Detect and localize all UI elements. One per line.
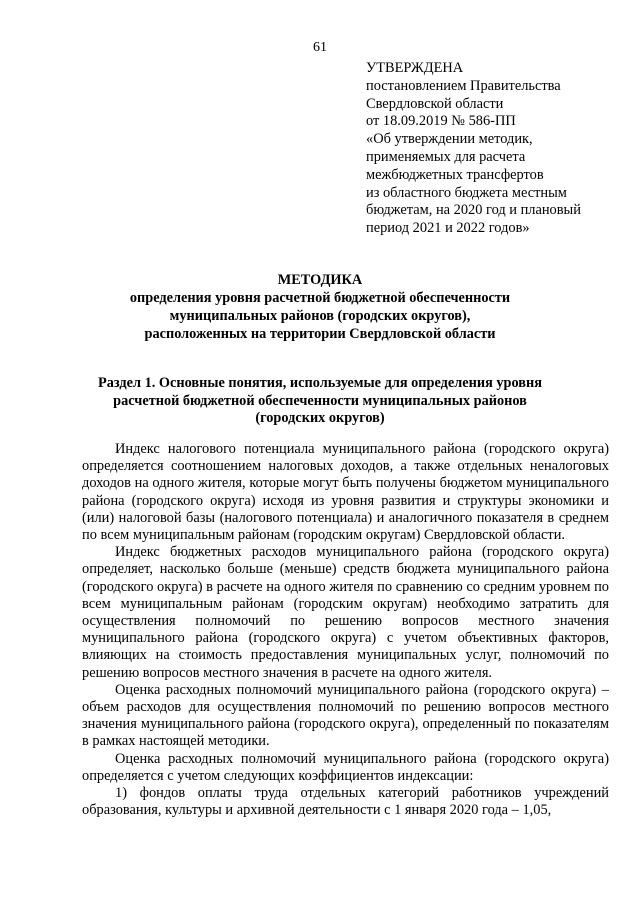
paragraph-tax-potential-index: Индекс налогового потенциала муниципального района (городского округа) определяется соотношением налоговых доходов, а также отдельных неналоговых доходов на одного жителя, которые могут быть получены бюджетом муниципального района (городского округа) исходя из уровня развития и структуры экономики и (или) налоговой базы (налогового потенциала) и аналогичного показателя в среднем по всем муниципальным районам (городским округам) Свердловской области. [82,441,609,544]
approval-line: постановлением Правительства [366,77,561,94]
title-line: МЕТОДИКА [277,272,363,288]
paragraph-budget-expenditure-index: Индекс бюджетных расходов муниципального района (городского округа) определяет, насколько больше (меньше) средств бюджета муниципального района (городского округа) в расчете на одного жителя по сравнению со средним уровнем по всем муниципальным районам (городским округам) необходимо затратить для осуществления полномочий по решению вопросов местного значения муниципального района (городского округа) с учетом объективных факторов, влияющих на стоимость предоставления муниципальных услуг, полномочий по решению вопросов местного значения в расчете на одного жителя. [82,544,609,681]
title-line: муниципальных районов (городских округов), [169,308,471,324]
paragraph-expenditure-assessment: Оценка расходных полномочий муниципального района (городского округа) – объем расходов для осуществления полномочий по решению вопросов местного значения муниципального района (городского округа), определенный по показателям в рамках настоящей методики. [82,681,609,750]
approval-line: Свердловской области [366,95,504,112]
approval-line: применяемых для расчета [366,148,526,165]
approval-line: от 18.09.2019 № 586-ПП [366,113,516,130]
approval-line: УТВЕРЖДЕНА [366,60,464,76]
approval-line: из областного бюджета местным [366,184,567,201]
page-number: 61 [313,40,327,55]
title-line: определения уровня расчетной бюджетной обеспеченности [129,290,511,306]
title-line: расположенных на территории Свердловской области [144,326,496,342]
section-heading-line: Раздел 1. Основные понятия, используемые для определения уровня [98,375,542,391]
approval-block [366,60,626,238]
section-heading-line: расчетной бюджетной обеспеченности муниципальных районов [113,392,527,409]
document-title [0,271,640,343]
section-heading [0,375,640,428]
approval-line: межбюджетных трансфертов [366,166,544,183]
section-heading-line: (городских округов) [255,410,385,426]
paragraph-list-item-1: 1) фондов оплаты труда отдельных категорий работников учреждений образования, культуры и архивной деятельности с 1 января 2020 года – 1,05, [82,785,609,819]
approval-line: период 2021 и 2022 годов» [366,220,530,237]
approval-line: «Об утверждении методик, [366,131,533,148]
paragraph-indexation-coefficients: Оценка расходных полномочий муниципального района (городского округа) определяется с учетом следующих коэффициентов индексации: [82,750,609,784]
body-text [82,441,609,819]
approval-line: бюджетам, на 2020 год и плановый [366,202,581,219]
